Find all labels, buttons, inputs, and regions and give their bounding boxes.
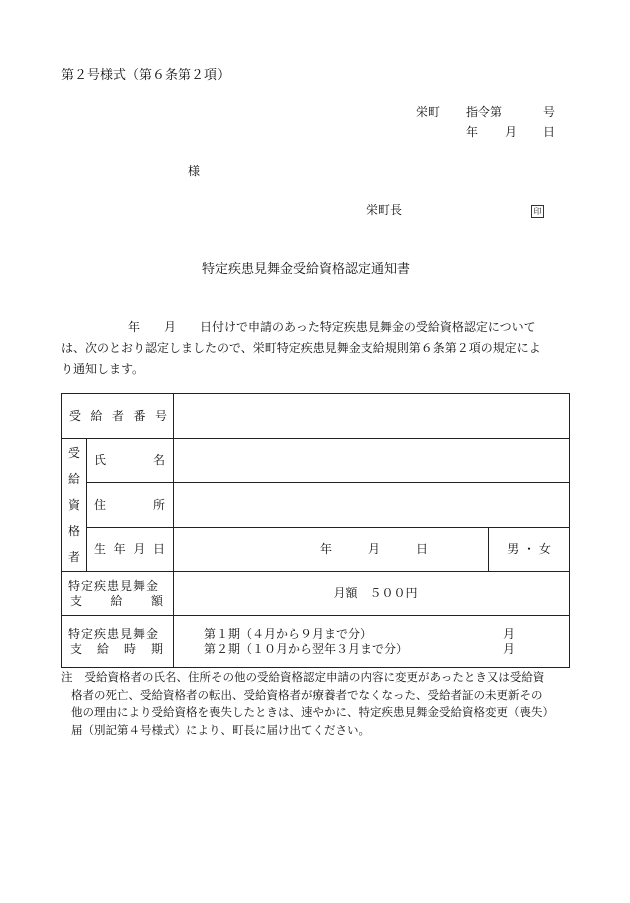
char: 期 <box>151 641 164 656</box>
body-line-1: 年 月 日付けで申請のあった特定疾患見舞金の受給資格認定について <box>128 320 536 334</box>
char: 受 <box>67 446 80 460</box>
char: 名 <box>153 453 166 468</box>
label-qualified-person <box>62 439 87 572</box>
date-day: 日 <box>543 125 556 139</box>
seal-mark: 印 <box>531 205 544 218</box>
date-year: 年 <box>466 125 479 139</box>
char: 支 <box>70 641 83 656</box>
row-address <box>62 483 570 528</box>
note-line-4: 届（別記第４号様式）により、町長に届け出てください。 <box>71 722 370 737</box>
char: 者 <box>112 408 125 423</box>
note-line-1: 受給資格者の氏名、住所その他の受給資格認定申請の内容に変更があったとき又は受給資 <box>84 670 545 684</box>
row-payment-amount <box>62 572 570 616</box>
value-birthdate[interactable] <box>174 528 489 572</box>
value-payment-amount <box>174 572 570 616</box>
char: 支 <box>70 593 83 608</box>
label-recipient-number <box>62 394 174 439</box>
birthdate-value: 年 月 日 <box>320 542 429 557</box>
char: 年 <box>113 542 126 557</box>
char: 給 <box>110 593 123 608</box>
row-birthdate <box>62 528 570 572</box>
label-payment-amount <box>62 572 174 616</box>
value-address[interactable] <box>174 483 570 528</box>
row-payment-period <box>62 616 570 668</box>
char: 日 <box>152 542 165 557</box>
period-2: 第２期（１０月から翌年３月まで分） <box>204 641 409 656</box>
row-name <box>62 439 570 483</box>
value-name[interactable] <box>174 439 570 483</box>
char: 給 <box>97 641 110 656</box>
label-name <box>87 439 174 483</box>
row-recipient-number <box>62 394 570 439</box>
char: 時 <box>124 641 137 656</box>
char: 額 <box>151 593 164 608</box>
payment-period-label-line1: 特定疾患見舞金 <box>68 627 160 642</box>
period-1: 第１期（４月から９月まで分） <box>204 627 373 642</box>
note-line-2: 格者の死亡、受給資格者の転出、受給資格者が療養者でなくなった、受給者証の未更新その <box>71 687 543 702</box>
value-recipient-number[interactable] <box>174 394 570 439</box>
label-address <box>87 483 174 528</box>
char: 受 <box>69 408 82 423</box>
period-2-month: 月 <box>503 641 516 656</box>
doc-number-suffix: 号 <box>543 105 556 119</box>
char: 者 <box>67 549 80 564</box>
date-month: 月 <box>505 125 518 139</box>
value-payment-period <box>174 616 570 668</box>
doc-number-prefix: 指令第 <box>466 105 503 119</box>
char: 給 <box>67 471 80 486</box>
note-prefix: 注 <box>61 670 73 684</box>
char: 番 <box>133 408 146 423</box>
char: 給 <box>90 408 103 423</box>
body-text <box>61 317 571 380</box>
form-number: 第２号様式（第６条第２項） <box>61 68 231 83</box>
payment-amount-value: 月額 ５００円 <box>333 586 418 601</box>
addressee-suffix: 様 <box>188 164 201 178</box>
label-birthdate <box>87 528 174 572</box>
char: 氏 <box>94 453 107 468</box>
period-1-month: 月 <box>503 627 516 642</box>
issuer-town: 栄町 <box>416 105 441 119</box>
certification-table <box>61 393 570 668</box>
note-line-3: 他の理由により受給資格を喪失したときは、速やかに、特定疾患見舞金受給資格変更（喪失） <box>71 705 554 719</box>
document-title: 特定疾患見舞金受給資格認定通知書 <box>202 262 411 277</box>
char: 生 <box>94 542 107 557</box>
char: 格 <box>67 523 80 538</box>
char: 所 <box>153 497 166 512</box>
note <box>61 669 571 739</box>
body-line-2: は、次のとおり認定しましたので、栄町特定疾患見舞金支給規則第６条第２項の規定によ <box>61 341 541 355</box>
char: 月 <box>133 542 146 557</box>
char: 号 <box>155 408 168 423</box>
label-payment-period <box>62 616 174 668</box>
mayor-title: 栄町長 <box>366 203 403 217</box>
char: 資 <box>67 497 80 512</box>
payment-amount-label-line1: 特定疾患見舞金 <box>68 579 160 594</box>
char: 住 <box>94 497 107 512</box>
sex-value: 男 ・ 女 <box>507 542 551 557</box>
value-sex[interactable] <box>489 528 570 572</box>
body-line-3: り通知します。 <box>61 362 145 376</box>
